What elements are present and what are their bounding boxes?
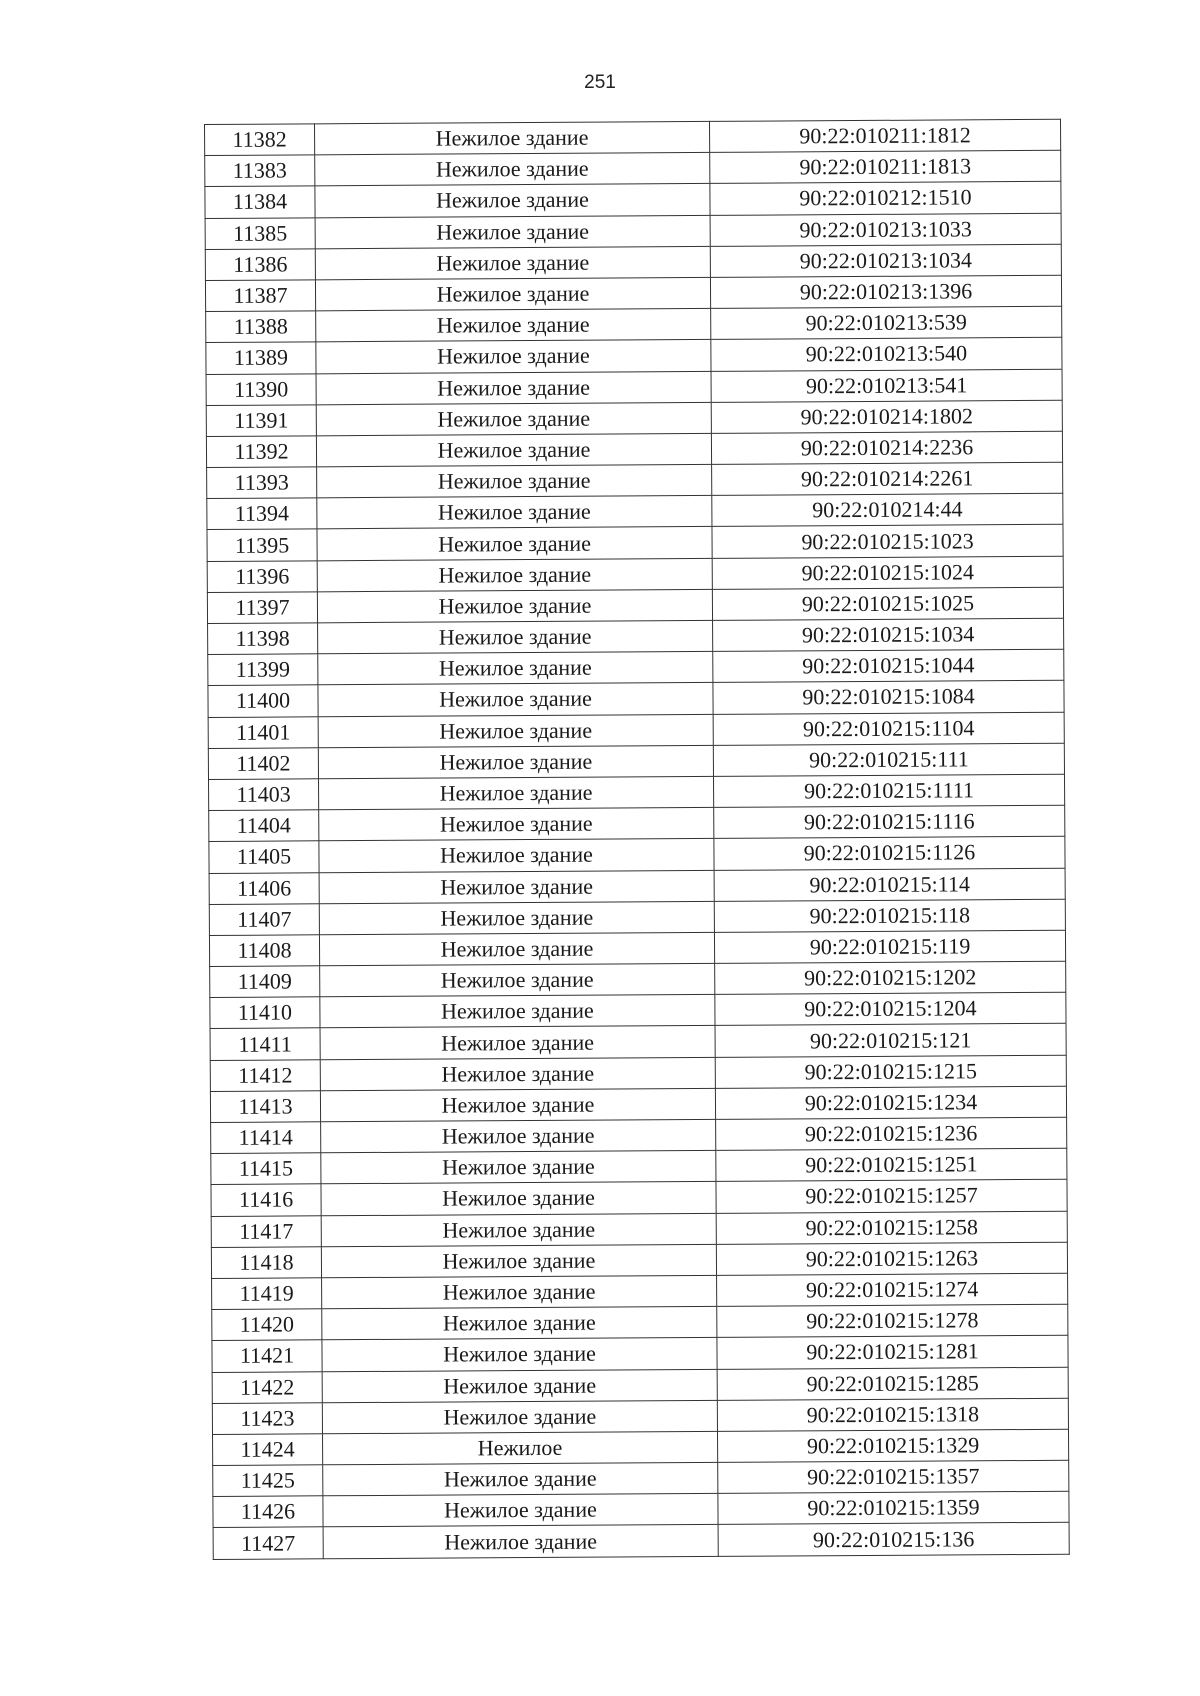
object-name-cell: Нежилое здание xyxy=(319,839,714,873)
row-number-cell: 11393 xyxy=(207,467,317,499)
object-name-cell: Нежилое xyxy=(323,1431,718,1465)
table-row xyxy=(208,681,1064,717)
object-name-cell: Нежилое здание xyxy=(315,215,710,249)
table-row xyxy=(207,525,1063,561)
table-row xyxy=(205,182,1061,218)
object-name-cell: Нежилое здание xyxy=(318,620,713,654)
table-row xyxy=(208,618,1064,654)
table-row xyxy=(207,556,1063,592)
cadastral-number-cell: 90:22:010215:1318 xyxy=(717,1398,1068,1431)
table-row xyxy=(210,1055,1066,1091)
table-row xyxy=(212,1273,1068,1309)
row-number-cell: 11387 xyxy=(205,280,315,312)
row-number-cell: 11423 xyxy=(212,1402,322,1434)
cadastral-number-cell: 90:22:010215:1215 xyxy=(715,1055,1066,1088)
object-name-cell: Нежилое здание xyxy=(315,246,710,280)
row-number-cell: 11397 xyxy=(207,592,317,624)
cadastral-number-cell: 90:22:010215:1044 xyxy=(713,649,1064,682)
table-row xyxy=(210,961,1066,997)
object-name-cell: Нежилое здание xyxy=(320,1057,715,1091)
cadastral-number-cell: 90:22:010215:1023 xyxy=(712,525,1063,558)
row-number-cell: 11411 xyxy=(210,1028,320,1060)
object-name-cell: Нежилое здание xyxy=(316,340,711,374)
row-number-cell: 11382 xyxy=(205,124,315,156)
row-number-cell: 11405 xyxy=(209,841,319,873)
table-row xyxy=(208,712,1064,748)
table-row xyxy=(213,1429,1069,1465)
table-row xyxy=(211,1242,1067,1278)
cadastral-number-cell: 90:22:010215:118 xyxy=(714,899,1065,932)
object-name-cell: Нежилое здание xyxy=(315,121,710,155)
row-number-cell: 11384 xyxy=(205,186,315,218)
object-name-cell: Нежилое здание xyxy=(322,1275,717,1309)
table-row xyxy=(211,1211,1067,1247)
row-number-cell: 11403 xyxy=(209,779,319,811)
table-row xyxy=(205,213,1061,249)
object-name-cell: Нежилое здание xyxy=(316,309,711,343)
object-name-cell: Нежилое здание xyxy=(320,1026,715,1060)
cadastral-number-cell: 90:22:010211:1812 xyxy=(709,119,1060,152)
object-name-cell: Нежилое здание xyxy=(317,496,712,530)
cadastral-number-cell: 90:22:010211:1813 xyxy=(710,150,1061,183)
table-row xyxy=(205,119,1061,155)
cadastral-number-cell: 90:22:010215:121 xyxy=(715,1024,1066,1057)
row-number-cell: 11386 xyxy=(205,249,315,281)
cadastral-number-cell: 90:22:010215:1204 xyxy=(715,993,1066,1026)
row-number-cell: 11426 xyxy=(213,1496,323,1528)
table-row xyxy=(208,743,1064,779)
table-row xyxy=(207,462,1063,498)
table-row xyxy=(209,805,1065,841)
table-row xyxy=(206,431,1062,467)
cadastral-number-cell: 90:22:010215:1084 xyxy=(713,681,1064,714)
object-name-cell: Нежилое здание xyxy=(319,901,714,935)
cadastral-number-cell: 90:22:010215:1025 xyxy=(712,587,1063,620)
cadastral-number-cell: 90:22:010215:1258 xyxy=(716,1211,1067,1244)
row-number-cell: 11385 xyxy=(205,217,315,249)
object-name-cell: Нежилое здание xyxy=(317,527,712,561)
row-number-cell: 11427 xyxy=(213,1527,323,1559)
row-number-cell: 11407 xyxy=(209,903,319,935)
page-number: 251 xyxy=(584,72,616,93)
object-name-cell: Нежилое здание xyxy=(319,932,714,966)
cadastral-number-cell: 90:22:010215:1281 xyxy=(717,1336,1068,1369)
row-number-cell: 11391 xyxy=(206,405,316,437)
object-name-cell: Нежилое здание xyxy=(318,683,713,717)
row-number-cell: 11418 xyxy=(211,1247,321,1279)
row-number-cell: 11416 xyxy=(211,1184,321,1216)
cadastral-number-cell: 90:22:010213:1396 xyxy=(710,275,1061,308)
object-name-cell: Нежилое здание xyxy=(322,1338,717,1372)
table-row xyxy=(205,244,1061,280)
row-number-cell: 11410 xyxy=(210,997,320,1029)
cadastral-number-cell: 90:22:010215:1357 xyxy=(718,1460,1069,1493)
object-name-cell: Нежилое здание xyxy=(321,1151,716,1185)
row-number-cell: 11399 xyxy=(208,654,318,686)
cadastral-number-cell: 90:22:010215:1111 xyxy=(713,774,1064,807)
cadastral-number-cell: 90:22:010215:114 xyxy=(714,868,1065,901)
cadastral-number-cell: 90:22:010215:136 xyxy=(718,1523,1069,1556)
cadastral-number-cell: 90:22:010215:1274 xyxy=(717,1273,1068,1306)
cadastral-number-cell: 90:22:010213:540 xyxy=(711,338,1062,371)
cadastral-number-cell: 90:22:010215:1251 xyxy=(716,1148,1067,1181)
cadastral-number-cell: 90:22:010213:1034 xyxy=(710,244,1061,277)
cadastral-number-cell: 90:22:010215:1126 xyxy=(714,837,1065,870)
row-number-cell: 11400 xyxy=(208,685,318,717)
row-number-cell: 11421 xyxy=(212,1340,322,1372)
object-name-cell: Нежилое здание xyxy=(318,745,713,779)
cadastral-number-cell: 90:22:010215:1024 xyxy=(712,556,1063,589)
cadastral-number-cell: 90:22:010213:541 xyxy=(711,369,1062,402)
row-number-cell: 11401 xyxy=(208,716,318,748)
table-row xyxy=(206,306,1062,342)
cadastral-number-cell: 90:22:010214:44 xyxy=(712,494,1063,527)
table-row xyxy=(210,1086,1066,1122)
object-name-cell: Нежилое здание xyxy=(319,870,714,904)
object-name-cell: Нежилое здание xyxy=(317,558,712,592)
cadastral-number-cell: 90:22:010214:1802 xyxy=(711,400,1062,433)
object-name-cell: Нежилое здание xyxy=(320,1088,715,1122)
row-number-cell: 11396 xyxy=(207,560,317,592)
row-number-cell: 11402 xyxy=(208,748,318,780)
table-row xyxy=(210,1024,1066,1060)
row-number-cell: 11414 xyxy=(211,1122,321,1154)
table-row xyxy=(205,150,1061,186)
table-row xyxy=(209,899,1065,935)
table-row xyxy=(207,587,1063,623)
object-name-cell: Нежилое здание xyxy=(318,652,713,686)
row-number-cell: 11419 xyxy=(212,1278,322,1310)
object-name-cell: Нежилое здание xyxy=(315,184,710,218)
row-number-cell: 11390 xyxy=(206,373,316,405)
row-number-cell: 11404 xyxy=(209,810,319,842)
row-number-cell: 11394 xyxy=(207,498,317,530)
table-row xyxy=(209,868,1065,904)
row-number-cell: 11424 xyxy=(213,1434,323,1466)
object-name-cell: Нежилое здание xyxy=(316,402,711,436)
row-number-cell: 11388 xyxy=(206,311,316,343)
row-number-cell: 11422 xyxy=(212,1371,322,1403)
table-row xyxy=(213,1460,1069,1496)
object-name-cell: Нежилое здание xyxy=(322,1307,717,1341)
cadastral-number-cell: 90:22:010215:1263 xyxy=(716,1242,1067,1275)
table-row xyxy=(211,1180,1067,1216)
cadastral-number-cell: 90:22:010213:539 xyxy=(711,306,1062,339)
table-row xyxy=(211,1117,1067,1153)
object-name-cell: Нежилое здание xyxy=(320,995,715,1029)
row-number-cell: 11409 xyxy=(210,966,320,998)
table-row xyxy=(205,275,1061,311)
row-number-cell: 11395 xyxy=(207,529,317,561)
row-number-cell: 11420 xyxy=(212,1309,322,1341)
cadastral-number-cell: 90:22:010215:1104 xyxy=(713,712,1064,745)
object-name-cell: Нежилое здание xyxy=(316,371,711,405)
table-row xyxy=(209,837,1065,873)
object-name-cell: Нежилое здание xyxy=(317,589,712,623)
object-name-cell: Нежилое здание xyxy=(323,1462,718,1496)
table-row xyxy=(210,993,1066,1029)
table-row xyxy=(211,1148,1067,1184)
table-row xyxy=(208,649,1064,685)
table-row xyxy=(212,1336,1068,1372)
object-name-cell: Нежилое здание xyxy=(318,714,713,748)
table-row xyxy=(207,494,1063,530)
object-name-cell: Нежилое здание xyxy=(321,1244,716,1278)
cadastral-number-cell: 90:22:010215:1329 xyxy=(717,1429,1068,1462)
object-name-cell: Нежилое здание xyxy=(322,1400,717,1434)
registry-table-body xyxy=(205,119,1070,1559)
object-name-cell: Нежилое здание xyxy=(321,1213,716,1247)
registry-table xyxy=(204,119,1070,1560)
object-name-cell: Нежилое здание xyxy=(323,1525,718,1559)
cadastral-number-cell: 90:22:010215:1202 xyxy=(715,961,1066,994)
object-name-cell: Нежилое здание xyxy=(320,963,715,997)
cadastral-number-cell: 90:22:010215:1236 xyxy=(716,1117,1067,1150)
cadastral-number-cell: 90:22:010215:1234 xyxy=(715,1086,1066,1119)
table-row xyxy=(212,1367,1068,1403)
row-number-cell: 11398 xyxy=(208,623,318,655)
cadastral-number-cell: 90:22:010215:119 xyxy=(714,930,1065,963)
object-name-cell: Нежилое здание xyxy=(319,808,714,842)
cadastral-number-cell: 90:22:010214:2236 xyxy=(711,431,1062,464)
cadastral-number-cell: 90:22:010213:1033 xyxy=(710,213,1061,246)
cadastral-number-cell: 90:22:010215:1116 xyxy=(714,805,1065,838)
cadastral-number-cell: 90:22:010215:1359 xyxy=(718,1491,1069,1524)
table-row xyxy=(209,930,1065,966)
row-number-cell: 11392 xyxy=(206,436,316,468)
row-number-cell: 11408 xyxy=(209,935,319,967)
cadastral-number-cell: 90:22:010215:1285 xyxy=(717,1367,1068,1400)
cadastral-number-cell: 90:22:010212:1510 xyxy=(710,182,1061,215)
row-number-cell: 11412 xyxy=(210,1059,320,1091)
cadastral-number-cell: 90:22:010215:111 xyxy=(713,743,1064,776)
cadastral-number-cell: 90:22:010215:1034 xyxy=(713,618,1064,651)
table-row xyxy=(206,369,1062,405)
row-number-cell: 11413 xyxy=(210,1091,320,1123)
table-row xyxy=(213,1523,1069,1559)
cadastral-number-cell: 90:22:010215:1278 xyxy=(717,1304,1068,1337)
object-name-cell: Нежилое здание xyxy=(319,776,714,810)
object-name-cell: Нежилое здание xyxy=(315,153,710,187)
object-name-cell: Нежилое здание xyxy=(317,464,712,498)
object-name-cell: Нежилое здание xyxy=(322,1369,717,1403)
object-name-cell: Нежилое здание xyxy=(321,1119,716,1153)
cadastral-number-cell: 90:22:010215:1257 xyxy=(716,1180,1067,1213)
cadastral-number-cell: 90:22:010214:2261 xyxy=(712,462,1063,495)
row-number-cell: 11383 xyxy=(205,155,315,187)
table-row xyxy=(213,1491,1069,1527)
table-row xyxy=(209,774,1065,810)
object-name-cell: Нежилое здание xyxy=(316,433,711,467)
table-row xyxy=(206,338,1062,374)
row-number-cell: 11415 xyxy=(211,1153,321,1185)
row-number-cell: 11406 xyxy=(209,872,319,904)
row-number-cell: 11417 xyxy=(211,1215,321,1247)
table-row xyxy=(212,1398,1068,1434)
table-row xyxy=(206,400,1062,436)
table-row xyxy=(212,1304,1068,1340)
object-name-cell: Нежилое здание xyxy=(315,277,710,311)
object-name-cell: Нежилое здание xyxy=(321,1182,716,1216)
row-number-cell: 11425 xyxy=(213,1465,323,1497)
object-name-cell: Нежилое здание xyxy=(323,1494,718,1528)
row-number-cell: 11389 xyxy=(206,342,316,374)
